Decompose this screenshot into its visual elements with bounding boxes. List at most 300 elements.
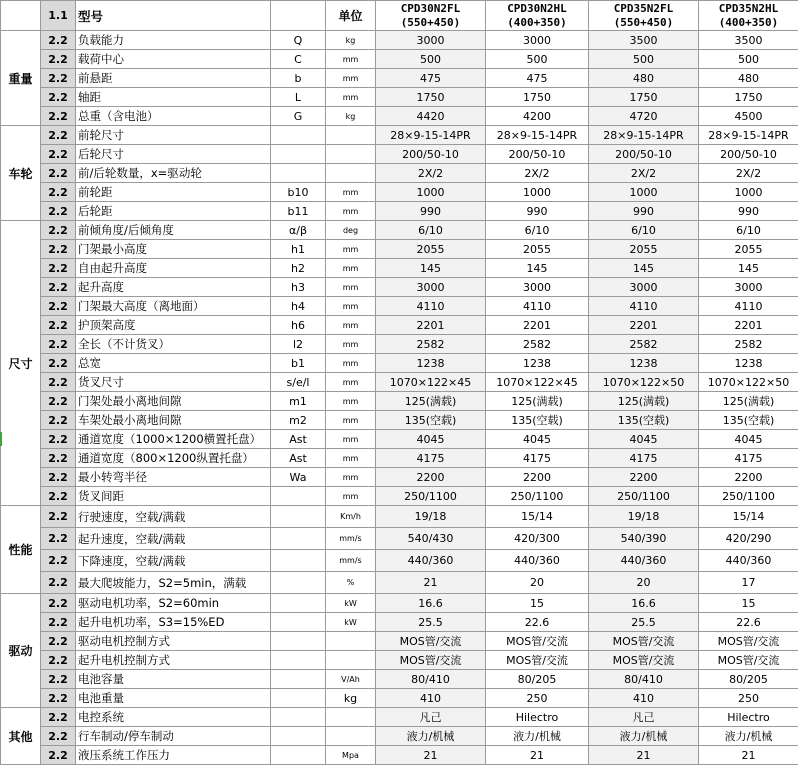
spec-row xyxy=(1,316,798,335)
value-cell: 1000 xyxy=(699,183,798,202)
parameter-symbol: s/e/l xyxy=(271,373,326,392)
value-cell: 3000 xyxy=(376,31,486,50)
value-cell: 2055 xyxy=(376,240,486,259)
value-cell: 1070×122×50 xyxy=(699,373,798,392)
value-cell: 1750 xyxy=(699,88,798,107)
spec-row xyxy=(1,31,798,50)
value-cell: 135(空载) xyxy=(699,411,798,430)
value-cell: 135(空载) xyxy=(486,411,589,430)
row-number: 2.2 xyxy=(41,50,76,69)
header-model-label: 型号 xyxy=(76,1,271,31)
row-number: 2.2 xyxy=(41,632,76,651)
value-cell: 4110 xyxy=(486,297,589,316)
value-cell: 19/18 xyxy=(589,506,699,528)
row-number: 2.2 xyxy=(41,297,76,316)
parameter-unit: mm xyxy=(326,468,376,487)
value-cell: 2X/2 xyxy=(486,164,589,183)
spec-row xyxy=(1,278,798,297)
value-cell: 1238 xyxy=(376,354,486,373)
value-cell: Hilectro xyxy=(699,708,798,727)
spec-row xyxy=(1,727,798,746)
row-number: 2.2 xyxy=(41,594,76,613)
value-cell: 500 xyxy=(376,50,486,69)
parameter-symbol xyxy=(271,572,326,594)
spec-row xyxy=(1,50,798,69)
spec-row xyxy=(1,572,798,594)
parameter-symbol: h2 xyxy=(271,259,326,278)
spec-row xyxy=(1,202,798,221)
spec-row xyxy=(1,613,798,632)
value-cell: 25.5 xyxy=(376,613,486,632)
parameter-symbol: m1 xyxy=(271,392,326,411)
parameter-symbol: C xyxy=(271,50,326,69)
value-cell: MOS管/交流 xyxy=(376,632,486,651)
value-cell: 125(满载) xyxy=(699,392,798,411)
row-number: 2.2 xyxy=(41,202,76,221)
value-cell: 1238 xyxy=(699,354,798,373)
row-number: 2.2 xyxy=(41,727,76,746)
value-cell: 1000 xyxy=(589,183,699,202)
value-cell: 990 xyxy=(376,202,486,221)
parameter-name: 总宽 xyxy=(76,354,271,373)
spec-row xyxy=(1,689,798,708)
spec-row xyxy=(1,594,798,613)
header-model-2 xyxy=(486,1,589,31)
value-cell: 3500 xyxy=(589,31,699,50)
value-cell: 28×9-15-14PR xyxy=(376,126,486,145)
spec-row xyxy=(1,240,798,259)
parameter-unit: mm xyxy=(326,259,376,278)
parameter-name: 载荷中心 xyxy=(76,50,271,69)
value-cell: 4045 xyxy=(486,430,589,449)
row-number: 2.2 xyxy=(41,550,76,572)
parameter-symbol xyxy=(271,651,326,670)
parameter-unit: mm xyxy=(326,183,376,202)
value-cell: 420/300 xyxy=(486,528,589,550)
value-cell: 80/410 xyxy=(376,670,486,689)
parameter-unit: % xyxy=(326,572,376,594)
value-cell: 4110 xyxy=(376,297,486,316)
value-cell: 440/360 xyxy=(699,550,798,572)
row-number: 2.2 xyxy=(41,354,76,373)
value-cell: 3000 xyxy=(589,278,699,297)
parameter-unit: mm xyxy=(326,449,376,468)
parameter-name: 液压系统工作压力 xyxy=(76,746,271,765)
row-number: 2.2 xyxy=(41,31,76,50)
row-number: 2.2 xyxy=(41,221,76,240)
header-model-3 xyxy=(589,1,699,31)
value-cell: 500 xyxy=(699,50,798,69)
value-cell: 125(满载) xyxy=(486,392,589,411)
row-number: 2.2 xyxy=(41,373,76,392)
row-number: 2.2 xyxy=(41,392,76,411)
spec-row xyxy=(1,259,798,278)
value-cell: 2201 xyxy=(699,316,798,335)
model-config: (400+350) xyxy=(507,15,567,29)
parameter-unit: kW xyxy=(326,594,376,613)
spec-row xyxy=(1,651,798,670)
parameter-name: 驱动电机功率，S2=60min xyxy=(76,594,271,613)
value-cell: 200/50-10 xyxy=(376,145,486,164)
parameter-unit: mm xyxy=(326,316,376,335)
value-cell: 4045 xyxy=(699,430,798,449)
parameter-name: 最小转弯半径 xyxy=(76,468,271,487)
model-name: CPD35N2HL xyxy=(718,1,779,15)
header-unit-label: 单位 xyxy=(326,1,376,31)
parameter-name: 起升电机功率，S3=15%ED xyxy=(76,613,271,632)
value-cell: 540/390 xyxy=(589,528,699,550)
spec-row xyxy=(1,221,798,240)
value-cell: 250 xyxy=(486,689,589,708)
value-cell: 145 xyxy=(486,259,589,278)
parameter-symbol: m2 xyxy=(271,411,326,430)
value-cell: 4175 xyxy=(589,449,699,468)
value-cell: 475 xyxy=(376,69,486,88)
value-cell: 4200 xyxy=(486,107,589,126)
model-config: (400+350) xyxy=(718,15,779,29)
parameter-unit: mm xyxy=(326,278,376,297)
row-number: 2.2 xyxy=(41,126,76,145)
value-cell: 990 xyxy=(486,202,589,221)
value-cell: 1000 xyxy=(376,183,486,202)
spec-row xyxy=(1,468,798,487)
value-cell: 4175 xyxy=(486,449,589,468)
parameter-unit: mm xyxy=(326,50,376,69)
spec-row xyxy=(1,354,798,373)
value-cell: 3000 xyxy=(699,278,798,297)
parameter-name: 下降速度，空载/满载 xyxy=(76,550,271,572)
parameter-symbol: b xyxy=(271,69,326,88)
row-number: 2.2 xyxy=(41,572,76,594)
value-cell: 液力/机械 xyxy=(376,727,486,746)
spec-row xyxy=(1,506,798,528)
value-cell: MOS管/交流 xyxy=(699,632,798,651)
parameter-unit xyxy=(326,145,376,164)
value-cell: 3000 xyxy=(376,278,486,297)
value-cell: 1750 xyxy=(589,88,699,107)
parameter-symbol xyxy=(271,613,326,632)
value-cell: 2582 xyxy=(699,335,798,354)
parameter-name: 起升高度 xyxy=(76,278,271,297)
parameter-unit: mm xyxy=(326,411,376,430)
parameter-name: 门架最小高度 xyxy=(76,240,271,259)
parameter-symbol: Ast xyxy=(271,430,326,449)
parameter-symbol xyxy=(271,550,326,572)
value-cell: 420/290 xyxy=(699,528,798,550)
parameter-name: 行驶速度，空载/满载 xyxy=(76,506,271,528)
value-cell: 21 xyxy=(376,746,486,765)
row-number: 2.2 xyxy=(41,689,76,708)
spec-row xyxy=(1,430,798,449)
spec-row xyxy=(1,670,798,689)
spec-row xyxy=(1,411,798,430)
row-number: 2.2 xyxy=(41,746,76,765)
value-cell: 440/360 xyxy=(486,550,589,572)
value-cell: 4175 xyxy=(376,449,486,468)
value-cell: 2X/2 xyxy=(699,164,798,183)
parameter-symbol xyxy=(271,126,326,145)
value-cell: 2200 xyxy=(589,468,699,487)
parameter-name: 行车制动/停车制动 xyxy=(76,727,271,746)
value-cell: 2055 xyxy=(699,240,798,259)
parameter-symbol xyxy=(271,746,326,765)
value-cell: 28×9-15-14PR xyxy=(589,126,699,145)
group-label: 重量 xyxy=(1,31,41,126)
value-cell: 2582 xyxy=(486,335,589,354)
parameter-name: 最大爬坡能力，S2=5min，满载 xyxy=(76,572,271,594)
row-number: 2.2 xyxy=(41,88,76,107)
value-cell: 200/50-10 xyxy=(699,145,798,164)
value-cell: 2200 xyxy=(699,468,798,487)
value-cell: 2X/2 xyxy=(376,164,486,183)
parameter-name: 前/后轮数量，x=驱动轮 xyxy=(76,164,271,183)
parameter-name: 起升电机控制方式 xyxy=(76,651,271,670)
parameter-symbol xyxy=(271,145,326,164)
parameter-unit: Mpa xyxy=(326,746,376,765)
value-cell: 4175 xyxy=(699,449,798,468)
parameter-name: 后轮尺寸 xyxy=(76,145,271,164)
value-cell: 1750 xyxy=(376,88,486,107)
parameter-symbol xyxy=(271,632,326,651)
value-cell: 液力/机械 xyxy=(589,727,699,746)
parameter-unit: mm xyxy=(326,69,376,88)
value-cell: 21 xyxy=(589,746,699,765)
model-name: CPD30N2HL xyxy=(507,1,567,15)
value-cell: 500 xyxy=(589,50,699,69)
model-config: (550+450) xyxy=(400,15,461,29)
spec-row xyxy=(1,449,798,468)
parameter-unit xyxy=(326,727,376,746)
parameter-symbol: b11 xyxy=(271,202,326,221)
value-cell: 1238 xyxy=(486,354,589,373)
value-cell: 2201 xyxy=(589,316,699,335)
row-number: 2.2 xyxy=(41,613,76,632)
value-cell: 135(空载) xyxy=(376,411,486,430)
parameter-symbol xyxy=(271,487,326,506)
spec-row xyxy=(1,69,798,88)
row-number: 2.2 xyxy=(41,69,76,88)
parameter-symbol: Wa xyxy=(271,468,326,487)
value-cell: 990 xyxy=(589,202,699,221)
parameter-unit: mm xyxy=(326,392,376,411)
group-label: 其他 xyxy=(1,708,41,765)
value-cell: 440/360 xyxy=(589,550,699,572)
group-label: 驱动 xyxy=(1,594,41,708)
parameter-unit: kg xyxy=(326,31,376,50)
value-cell: 1750 xyxy=(486,88,589,107)
row-number: 2.2 xyxy=(41,528,76,550)
value-cell: 135(空载) xyxy=(589,411,699,430)
parameter-symbol xyxy=(271,689,326,708)
spec-row xyxy=(1,88,798,107)
parameter-name: 自由起升高度 xyxy=(76,259,271,278)
parameter-unit: mm xyxy=(326,297,376,316)
value-cell: 2X/2 xyxy=(589,164,699,183)
parameter-name: 门架处最小离地间隙 xyxy=(76,392,271,411)
parameter-unit xyxy=(326,164,376,183)
parameter-symbol: l2 xyxy=(271,335,326,354)
parameter-symbol: Q xyxy=(271,31,326,50)
parameter-name: 驱动电机控制方式 xyxy=(76,632,271,651)
value-cell: 2582 xyxy=(589,335,699,354)
parameter-unit: kg xyxy=(326,689,376,708)
value-cell: 20 xyxy=(589,572,699,594)
value-cell: 16.6 xyxy=(376,594,486,613)
value-cell: 6/10 xyxy=(376,221,486,240)
parameter-symbol: Ast xyxy=(271,449,326,468)
value-cell: 250/1100 xyxy=(486,487,589,506)
parameter-unit: mm xyxy=(326,202,376,221)
parameter-unit xyxy=(326,651,376,670)
row-number: 2.2 xyxy=(41,487,76,506)
value-cell: 20 xyxy=(486,572,589,594)
spec-row xyxy=(1,107,798,126)
value-cell: 2201 xyxy=(376,316,486,335)
parameter-symbol xyxy=(271,506,326,528)
model-config: (550+450) xyxy=(613,15,674,29)
row-number: 2.2 xyxy=(41,240,76,259)
value-cell: 125(满载) xyxy=(589,392,699,411)
parameter-symbol: h4 xyxy=(271,297,326,316)
value-cell: 250/1100 xyxy=(699,487,798,506)
spec-row xyxy=(1,126,798,145)
value-cell: 2055 xyxy=(589,240,699,259)
parameter-unit: mm xyxy=(326,430,376,449)
value-cell: 80/205 xyxy=(486,670,589,689)
value-cell: 凡己 xyxy=(589,708,699,727)
spec-row xyxy=(1,145,798,164)
parameter-unit: mm xyxy=(326,487,376,506)
value-cell: 3000 xyxy=(486,278,589,297)
parameter-unit: kg xyxy=(326,107,376,126)
value-cell: 4500 xyxy=(699,107,798,126)
value-cell: 2582 xyxy=(376,335,486,354)
spec-table-body xyxy=(1,1,798,765)
parameter-name: 负载能力 xyxy=(76,31,271,50)
value-cell: MOS管/交流 xyxy=(589,632,699,651)
row-number: 2.2 xyxy=(41,278,76,297)
value-cell: 500 xyxy=(486,50,589,69)
row-number: 2.2 xyxy=(41,259,76,278)
row-number: 2.2 xyxy=(41,335,76,354)
header-model-4 xyxy=(699,1,798,31)
parameter-symbol xyxy=(271,164,326,183)
parameter-unit: mm/s xyxy=(326,550,376,572)
value-cell: 15/14 xyxy=(699,506,798,528)
value-cell: 80/410 xyxy=(589,670,699,689)
parameter-symbol xyxy=(271,670,326,689)
parameter-name: 通道宽度（800×1200纵置托盘） xyxy=(76,449,271,468)
header-model-1 xyxy=(376,1,486,31)
value-cell: 6/10 xyxy=(699,221,798,240)
value-cell: 液力/机械 xyxy=(699,727,798,746)
value-cell: 480 xyxy=(699,69,798,88)
value-cell: 4420 xyxy=(376,107,486,126)
spec-row xyxy=(1,487,798,506)
value-cell: 22.6 xyxy=(699,613,798,632)
parameter-unit: deg xyxy=(326,221,376,240)
value-cell: 15 xyxy=(699,594,798,613)
parameter-unit xyxy=(326,632,376,651)
value-cell: 4110 xyxy=(699,297,798,316)
parameter-name: 电控系统 xyxy=(76,708,271,727)
parameter-name: 通道宽度（1000×1200横置托盘） xyxy=(76,430,271,449)
parameter-symbol: h1 xyxy=(271,240,326,259)
spec-row xyxy=(1,335,798,354)
parameter-name: 车架处最小离地间隙 xyxy=(76,411,271,430)
value-cell: 480 xyxy=(589,69,699,88)
parameter-unit: mm xyxy=(326,354,376,373)
row-number: 2.2 xyxy=(41,708,76,727)
value-cell: 2200 xyxy=(376,468,486,487)
value-cell: 475 xyxy=(486,69,589,88)
spec-row xyxy=(1,550,798,572)
value-cell: 21 xyxy=(486,746,589,765)
value-cell: 28×9-15-14PR xyxy=(699,126,798,145)
row-number: 2.2 xyxy=(41,107,76,126)
row-number: 2.2 xyxy=(41,430,76,449)
value-cell: 21 xyxy=(699,746,798,765)
value-cell: 17 xyxy=(699,572,798,594)
value-cell: 4045 xyxy=(376,430,486,449)
value-cell: 440/360 xyxy=(376,550,486,572)
value-cell: 3500 xyxy=(699,31,798,50)
row-number: 2.2 xyxy=(41,183,76,202)
spec-row xyxy=(1,632,798,651)
parameter-name: 前轮距 xyxy=(76,183,271,202)
group-label: 性能 xyxy=(1,506,41,594)
value-cell: 6/10 xyxy=(486,221,589,240)
row-number: 2.2 xyxy=(41,670,76,689)
parameter-symbol: L xyxy=(271,88,326,107)
parameter-name: 后轮距 xyxy=(76,202,271,221)
parameter-name: 总重（含电池） xyxy=(76,107,271,126)
parameter-name: 货叉尺寸 xyxy=(76,373,271,392)
value-cell: 410 xyxy=(376,689,486,708)
value-cell: 200/50-10 xyxy=(486,145,589,164)
parameter-symbol: b1 xyxy=(271,354,326,373)
row-number: 2.2 xyxy=(41,449,76,468)
parameter-name: 轴距 xyxy=(76,88,271,107)
parameter-name: 前倾角度/后倾角度 xyxy=(76,221,271,240)
parameter-name: 电池重量 xyxy=(76,689,271,708)
header-row xyxy=(1,1,798,31)
model-name: CPD35N2FL xyxy=(613,1,674,15)
header-num: 1.1 xyxy=(41,1,76,31)
parameter-name: 门架最大高度（离地面） xyxy=(76,297,271,316)
value-cell: 2200 xyxy=(486,468,589,487)
value-cell: 250/1100 xyxy=(376,487,486,506)
parameter-symbol: b10 xyxy=(271,183,326,202)
parameter-symbol xyxy=(271,727,326,746)
model-name: CPD30N2FL xyxy=(400,1,461,15)
value-cell: MOS管/交流 xyxy=(376,651,486,670)
parameter-symbol: h3 xyxy=(271,278,326,297)
parameter-name: 全长（不计货叉） xyxy=(76,335,271,354)
parameter-name: 护顶架高度 xyxy=(76,316,271,335)
value-cell: 2055 xyxy=(486,240,589,259)
spec-row xyxy=(1,164,798,183)
parameter-unit: V/Ah xyxy=(326,670,376,689)
row-marker xyxy=(0,432,2,446)
value-cell: 25.5 xyxy=(589,613,699,632)
value-cell: 液力/机械 xyxy=(486,727,589,746)
row-number: 2.2 xyxy=(41,316,76,335)
row-number: 2.2 xyxy=(41,164,76,183)
value-cell: 80/205 xyxy=(699,670,798,689)
value-cell: 1000 xyxy=(486,183,589,202)
parameter-symbol xyxy=(271,528,326,550)
